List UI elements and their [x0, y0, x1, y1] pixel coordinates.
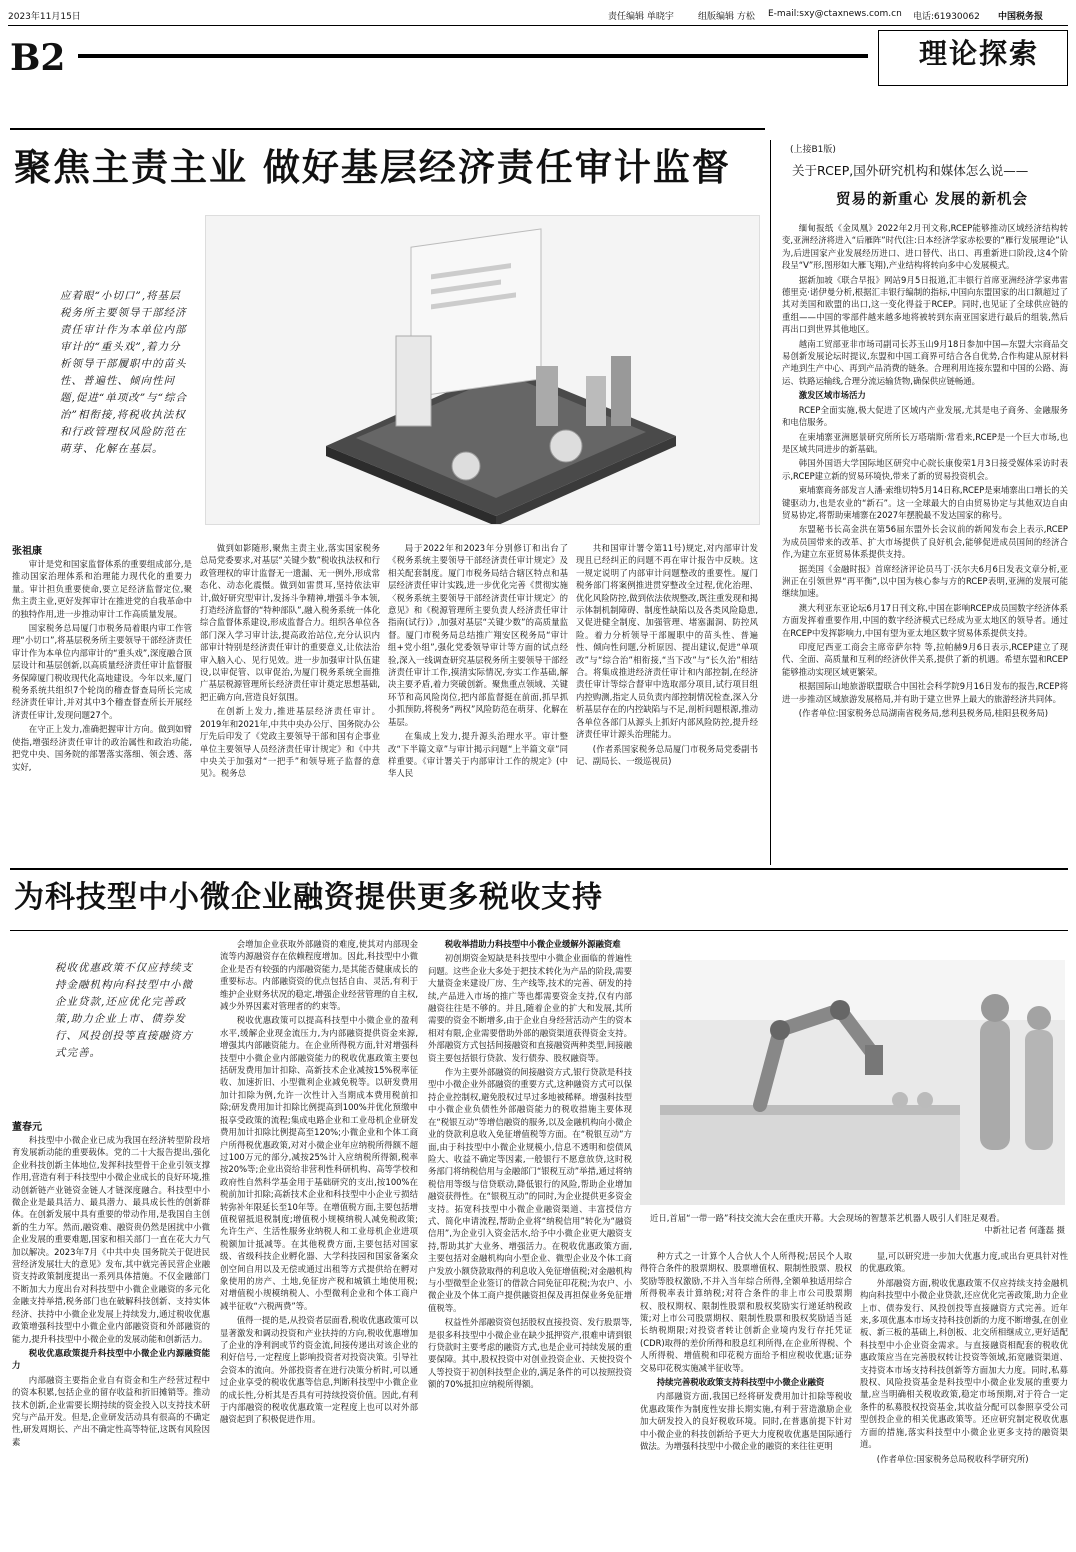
photo-caption-text: 近日,首届“一带一路”科技交流大会在重庆开幕。大会现场的智慧茶艺机器人吸引人们驻足观看。 [650, 1213, 1005, 1223]
issue-date: 2023年11月15日 [8, 12, 81, 22]
page-number: B2 [10, 37, 66, 79]
isometric-finance-illustration [206, 216, 760, 525]
header-rule [78, 54, 868, 58]
paragraph: 韩国外国语大学国际地区研究中心院长康俊荣1月3日接受媒体采访时表示,RCEP建立新的贸易环境快,带来了新的贸易投资机会。 [782, 458, 1068, 481]
subheading: 税收举措助力科技型中小微企业缓解外源融资难 [444, 939, 621, 949]
story-divider [10, 868, 1068, 870]
article1-column-2 [200, 542, 380, 863]
paragraph: 东盟秘书长高金洪在第56届东盟外长会议前的新闻发布会上表示,RCEP为成员国带来的改革、扩大市场提供了良好机会,能够促进成员国间的经济合作,为建立东亚贸易体系提供支持。 [782, 524, 1068, 560]
paragraph: 根据国际山地旅游联盟联合中国社会科学院9月16日发布的报告,RCEP将进一步推动区域旅游发展格局,并有助于建立世界上最大的旅游经济共同体。 [782, 681, 1068, 704]
article1-column-3 [388, 542, 568, 863]
paragraph: 内部融资主要指企业自有资金和生产经营过程中的资本积累,包括企业的留存收益和折旧摊销等。推动技术创新,企业需要长期持续的资金投入以支持技术研究与产品开发。但是,企业研发活动具有很高的不确定性,研发周期长、产出不确定性高等特征,这既有风险因素 [12, 1374, 210, 1447]
paragraph: 缅甸报纸《金凤凰》2022年2月刊文称,RCEP能够推动区域经济结构转变,亚洲经济将进入“后雁阵”时代(注:日本经济学家赤松要的“雁行发展理论”认为,后进国家产业发展经历进口、进口替代、出口、再重新进口阶段,这4个阶段呈“V”形,图形如大雁飞翔),产业结构将转向多中心发展模式。 [782, 223, 1068, 271]
article1-column-1 [12, 558, 192, 863]
paragraph: 在创新上发力,推进基层经济责任审计。2019年和2021年,中共中央办公厅、国务院办公厅先后印发了《党政主要领导干部和国有企事业单位主要领导人员经济责任审计规定》和《中共中央关于加强对“一把手”和领导班子监督的意见》。税务总 [200, 706, 380, 779]
paragraph: 据新加坡《联合早报》网站9月5日报道,汇丰银行首席亚洲经济学家弗雷德里克·诺伊曼分析,根据汇丰银行编制的指标,中国向东盟国家的出口额超过了其对美国和欧盟的出口,这一变化得益于RCEP。同时,也见证了全球供应链的重组——中国的零部件越来越多地将被转到东南亚国家进行最后的组装,然后再出口到世界其他地区。 [782, 274, 1068, 335]
article2-headline: 为科技型中小微企业融资提供更多税收支持 [14, 880, 603, 915]
divider [10, 930, 1068, 931]
paragraph: 柬埔寨商务部发言人潘·索维切特5月14日称,RCEP是柬埔寨出口增长的关键驱动力,也是农业的“新石”。这一全球最大的自由贸易协定与其他双边自由贸易协定,将帮助柬埔寨在2027年摆脱最不发达国家的称号。 [782, 485, 1068, 520]
sidebar-title: 关于RCEP,国外研究机构和媒体怎么说—— [792, 163, 1029, 178]
robot-tea-photo [640, 960, 1065, 1205]
article2-column-5 [860, 1250, 1068, 1546]
sidebar-subtitle: 贸易的新重心 发展的新机会 [836, 191, 1029, 208]
photo-credit: 中新社记者 何蓬磊 摄 [984, 1225, 1065, 1235]
paragraph: 共和国审计署令第11号)规定,对内部审计发现且已经纠正的问题不再在审计报告中反映。这一规定说明了内部审计问题整改的重要性。厦门税务部门将案例推进贯穿整改全过程,优化治理、优化风险防控,做到依法依规整改,既注重发现和揭示体制机制障碍、制度性缺陷以及各类风险隐患,又促进健全制度、加强管理、堵塞漏洞、防控风险。着力分析领导干部履职中的苗头性、普遍性、倾向性问题,分析原因、提出建议,促进“单项改”与“综合治”相衔接,“当下改”与“长久治”相结合。将集成推进经济责任审计和内部控制,在经济责任审计等综合督审中选取部分项目,试行项目组内控购测,指定人员负责内部控制情况检查,深入分析基层存在的内控缺陷与不足,剖析问题根源,推动各单位各部门从源头上抓好内部风险防控,提升经济责任审计源头治理能力。 [576, 543, 758, 740]
paragraph: 初创期资金短缺是科技型中小微企业面临的普遍性问题。这些企业大多处于把技术转化为产品的阶段,需要大量资金来建设厂房、生产线等,技术的完善、研发的持续,产品进入市场的推广等也都需要资金支持,仅有内部融资往往是不够的。并且,随着企业的扩大和发展,其所需要的资金不断增多,由于企业自身经营活动产生的资本相对有限,企业需要借助外部的融资渠道获得资金支持。外部融资方式包括间接融资和直接融资两种类型,间接融资主要包括银行贷款、发行债券、股权融资等。 [428, 953, 632, 1063]
paragraph: 局于2022年和2023年分别修订和出台了《税务系统主要领导干部经济责任审计规定》及相关配套制度。厦门市税务局结合辖区特点和基层经济责任审计实践,进一步优化完善《贯彻实施〈税务系统主要领导干部经济责任审计规定〉的意见》和《税源管理所主要负责人经济责任审计指南(试行)》,加强对基层“关键少数”的高质量监督。厦门市税务局总结推广翔安区税务局“审计组+党小组”,强化党委领导审计等方面的试点经验,深入一线调查研究基层税务所主要领导干部经济责任审计工作,摸清实际情况,夯实工作基础,解决主要矛盾,着力突破创新。聚焦重点领域、关键环节和高风险岗位,把内部监督挺在前面,抓早抓小抓预防,将税务“两权”风险防范在萌芽、化解在基层。 [388, 543, 568, 727]
article2-column-4 [640, 1250, 852, 1546]
paragraph: 在守正上发力,准确把握审计方向。做到如臂使指,增强经济责任审计的政治属性和政治功能,把党中央、国务院的部署落实落细、领会透、落实好, [12, 724, 192, 772]
paragraph: 据美国《金融时报》首席经济评论员马丁·沃尔夫6月6日发表文章分析,亚洲正在引领世界“再平衡”,以中国为核心参与方的RCEP表明,亚洲的发展可能继续加速。 [782, 563, 1068, 599]
section-title: 理论探索 [918, 37, 1039, 70]
paragraph: 作为主要外部融资的间接融资方式,银行贷款是科技型中小微企业外部融资的重要方式,这种融资方式可以保持企业控制权,避免股权过早过多地被稀释。增强科技型中小微企业负债性外部融资能力的税收措施主要体现在“税银互动”等增信融资的服务,以及金融机构向小微企业的贷款利息收入免征增值税等方面。在“税银互动”方面,由于科技型中小微企业规模小,信息不透明和偿债风险大、收益不确定等因素,一般银行不愿意放贷,这时税务部门将纳税信用与金融部门“银税互动”举措,通过将纳税信用等级与信贷联动,降低银行的风险,帮助企业增加融资获得性。在“银税互动”的同时,为企业提供更多资金支持。拓宽科技型中小微企业融资渠道、丰富授信方式、简化申请流程,帮助企业将“纳税信用”转化为“融资信用”,为企业引入资金活水,给予中小微企业更大融资支持,帮助其扩大业务、增强活力。在税收优惠政策方面,主要包括对金融机构向小型企业、微型企业及个体工商户发放小额贷款取得的利息收入免征增值税;对金融机构与小型微型企业签订的借款合同免征印花税;为农户、小微企业及个体工商户提供融资担保及再担保业务免征增值税等。 [428, 1067, 632, 1313]
paragraph: 税收优惠政策可以提高科技型中小微企业的盈利水平,缓解企业现金流压力,为内部融资提供资金来源,增强其内部融资能力。在企业所得税方面,针对增强科技型中小微企业内部融资能力的税收优惠政策主要包括研发费用加计扣除、高新技术企业减按15%税率征收、加速折旧、小型微利企业减免税等。以研发费用加计扣除为例,允许一次性计入当期成本费用税前扣除;研发费用加计扣除比例提高到100%并优化预缴申报享受政策的流程;集成电路企业和工业母机企业研发费用加计扣除比例提高至120%;小微企业和个体工商户所得税优惠政策,对对小微企业年应纳税所得额不超过100万元的部分,减按25%计入应纳税所得额,税率按20%等;企业出资给非营利性科研机构、高等学校和政府性自然科学基金用于基础研究的支出,按100%在税前加计扣除;高新技术企业和科技型中小企业亏损结转弥补年限延长至10年等。在增值税方面,主要包括增值税留抵退税制度;增值税小规模纳税人减免税政策;允许生产、生活性服务业纳税人和工业母机企业进项税额加计抵减等。在其他税费方面,主要包括对国家级、省级科技企业孵化器、大学科技园和国家备案众创空间自用以及无偿或通过出租等方式提供给在孵对象使用的房产、土地,免征房产税和城镇土地使用税;对增值税小规模纳税人、小型微利企业和个体工商户减半征收“六税两费”等。 [220, 1015, 418, 1311]
paragraph: 会增加企业获取外部融资的难度,使其对内部现金流等内源融资存在依赖程度增加。因此,科技型中小微企业是否有较强的内部融资能力,是其能否健康成长的重要标志。内部融资资的优点包括自由、灵活,有利于维护企业财务状况的稳定,增强企业经营管理的自主权,减少外界因素对管理者的约束等。 [220, 939, 418, 1012]
paragraph: 审计是党和国家监督体系的重要组成部分,是推动国家治理体系和治理能力现代化的重要力量。审计担负重要使命,要立足经济监督定位,聚焦主责主业,更好发挥审计在推进党的自我革命中的独特作用,进一步推动审计工作高质量发展。 [12, 559, 192, 619]
masthead [8, 4, 1068, 26]
paragraph: RCEP全面实施,极大促进了区域内产业发展,尤其是电子商务、金融服务和电信服务。 [782, 404, 1068, 428]
article1-illustration [205, 215, 760, 525]
subheading: 税收优惠政策提升科技型中小微企业内源融资能力 [12, 1347, 210, 1371]
article2-column-2 [220, 938, 418, 1546]
article1-column-4 [576, 542, 758, 863]
contact-email: E-mail:sxy@ctaxnews.com.cn [768, 9, 902, 19]
designer-credit: 组版编辑 方松 [698, 12, 755, 22]
editor-credit: 责任编辑 单晓宇 [608, 12, 674, 22]
paragraph: 印度尼西亚工商会主席帝萨尔特 等,拉帕赫9月6日表示,RCEP建立了现代、全面、高质量和互利的经济伙伴关系,提供了新的机遇。希望东盟和RCEP能够推动实现区域更繁荣。 [782, 642, 1068, 677]
article2-pullquote: 税收优惠政策不仅应持续支持金融机构向科技型中小微企业贷款,还应优化完善政策,助力企业上市、债券发行、风投创投等直接融资方式完善。 [55, 962, 193, 1059]
paragraph: 做到如影随形,聚焦主责主业,落实国家税务总局党委要求,对基层“关键少数”税收执法权和行政管理权的审计监督无一遗漏、无一例外,形成常态化、动态化震慑。做到如雷贯耳,坚持依法审计,做好研究型审计,发扬斗争精神,增强斗争本领,打造经济监督的“特种部队”,融入税务系统一体化综合监督体系建设,形成监督合力。组织各单位各部门深入学习审计法,提高政治站位,充分认识内部审计特别是经济责任审计的重要意义,让依法治审入脑入心、见行见效。进一步加强审计队伍建设,以审促管、以审促治,为厦门税务系统全面推广基层税源管理所长经济责任审计奠定思想基础,把正确方向,营造良好氛围。 [200, 543, 380, 702]
robot-arm-photo-placeholder [640, 960, 1065, 1205]
paragraph: 在柬埔寨亚洲愿景研究所所长万塔瑞斯·常看来,RCEP是一个巨大市场,也是区域共同进步的新基础。 [782, 431, 1068, 454]
paragraph: 值得一提的是,从投资者层面看,税收优惠政策可以显著激发和调动投资和产业扶持的方向,税收优惠增加了企业的净利润或节约资金流,间接传递出对该企业的利好信号,一定程度上影响投资者对投资决策。引导社会资本的流向。外部投资者在进行决策分析时,可以通过企业享受的税收优惠等信息,判断科技型中小微企业的成长性,分析其是否具有可持续投资价值。因此,有利于内部融资的税收优惠政策一定程度上也可以对外部融资起到了积极促进作用。 [220, 1315, 418, 1425]
article2-byline: 董春元 [12, 1122, 42, 1133]
paragraph: 在集成上发力,提升源头治理水平。审计整改“下半篇文章”与审计揭示问题“上半篇文章”同样重要。《审计署关于内部审计工作的规定》(中华人民 [388, 731, 568, 779]
contact-phone: 电话:61930062 [913, 12, 980, 22]
newspaper-name: 中国税务报 [998, 12, 1044, 22]
divider [10, 128, 765, 130]
paragraph: 澳大利亚东亚论坛6月17日刊文称,中国在影响RCEP成员国数字经济体系方面发挥着重要作用,中国的数字经济模式已经成为亚太地区的领导者。通过在RCEP中发挥影响力,中国有望为亚太地区数字贸易体系提供支持。 [782, 602, 1068, 638]
article2-column-3 [428, 938, 632, 1546]
subheading: 激发区域市场活力 [798, 390, 866, 401]
paragraph: 权益性外部融资资包括股权直接投资、发行股票等,是很多科技型中小微企业在缺少抵押资产,很难申请到银行贷款时主要考虑的融资方式,也是企业可持续发展的重要保障。其中,股权投资中对创业投资企业、天使投资个人等投资于初创科技型企业的,满足条件的可以按照投资额的70%抵扣应纳税所得额。 [428, 1317, 632, 1390]
subheading: 持续完善税收政策支持科技型中小微企业融资 [656, 1377, 825, 1388]
paragraph: 内部融资方面,我国已经将研发费用加计扣除等税收优惠政策作为制度性安排长期实施,有利于营造激励企业加大研发投入的良好税收环境。同时,在普惠前提下针对中小微企业的科技创新给予更大力度税收优惠是国际通行做法。为增强科技型中小微企业的融资的来往往更明 [640, 1391, 852, 1452]
paragraph: 越南工贸部亚非市场司副司长苏玉山9月18日参加中国—东盟大宗商品交易创新发展论坛时提议,东盟和中国工商界可结合各自优势,合作构建从原材料产地到生产中心、再到产品消费的链条。合理利用连接东盟和中国的公路、海运、铁路运输线,合理分流运输货物,确保供应链畅通。 [782, 338, 1068, 386]
paragraph: 国家税务总局厦门市税务局着眼内审工作管理“小切口”,将基层税务所主要领导干部经济责任审计作为本单位内部审计的“重头戏”,深度融合顶层设计和基层创新,以高质量经济责任审计监督服务保障厦门税收现代化高地建设。今年以来,厦门税务系统共组织7个轮岗的稽查督查局所长完成经济责任审计,并对其中3个稽查督查所长开展经济责任审计,发现问题27个。 [12, 623, 192, 720]
paragraph: 显,可以研究进一步加大优惠力度,或出台更具针对性的优惠政策。 [860, 1251, 1068, 1274]
article1-pullquote: 应着眼“小切口”,将基层税务所主要领导干部经济责任审计作为本单位内部审计的“重头戏”,着力分析领导干部履职中的苗头性、普遍性、倾向性问题,促进“单项改”与“综合治”相衔接,将税收执法权和行政管理权风险防范在萌芽、化解在基层。 [60, 290, 187, 455]
paragraph: (作者系国家税务总局厦门市税务局党委副书记、副局长、一级巡视员) [576, 743, 758, 766]
photo-caption [650, 1212, 1065, 1246]
paragraph: 外部融资方面,税收优惠政策不仅应持续支持金融机构向科技型中小微企业贷款,还应优化完善政策,助力企业上市、债券发行、风投创投等直接融资方式完善。近年来,多项优惠本市场支持科技创新的力度不断增强,在创业板、新三板的基础上,科创板、北交所相继成立,更好适配科技型中小企业资金需求。与直接融资相配套的税收优惠政策应当在完善股权转让投资等领域,拓宽融资渠道、支持资本市场支持科技创新等方面加大力度。同时,私募股权、风险投资基金是科技型中小微企业发展的重要力量,应当明确相关税收政策,稳定市场预期,对于符合一定条件的私募股权投资基金,其收益分配可以参照享受公司型创投企业的相关优惠政策等。还应研究制定税收优惠方面的措施,落实科技型中小微企业更多支持的融资渠道。 [860, 1277, 1068, 1450]
paragraph: (作者单位:国家税务总局湖南省税务局,慈利县税务局,桂阳县税务局) [798, 708, 1048, 719]
sidebar-kicker: (上接B1版) [790, 145, 836, 155]
sidebar-body [782, 222, 1068, 862]
column-divider [770, 140, 771, 865]
article2-column-1 [12, 1134, 210, 1546]
article1-byline: 张祖康 [12, 546, 42, 557]
paragraph: (作者单位:国家税务总局税收科学研究所) [876, 1453, 1029, 1464]
paragraph: 科技型中小微企业已成为我国在经济转型阶段培育发展新动能的重要载体。党的二十大报告提出,强化企业科技创新主体地位,发挥科技型骨干企业引领支撑作用,营造有利于科技型中小微企业成长的良好环境,推动创新链产业链资金链人才链深度融合。科技型中小微企业是最具活力、最具潜力、最具成长性的创新群体。在创新发展中具有重要的带动作用,是我国自主创新的生力军。然而,融资难、融资贵仍然是困扰中小微企业发展的重要难题,国家和相关部门一直在花大力气加以解决。2023年7月《中共中央 国务院关于促进民营经济发展壮大的意见》发布,其中就完善民营企业融资支持政策制度提出一系列具体措施。不仅金融部门不断加大力度出台对科技型中小微企业融资的多元化金融支持举措,税务部门也在破解科技创新、支持实体经济、扶持中小微企业发展上持续发力,通过税收优惠政策增强科技型中小微企业内部融资资和外部融资的能力,提升科技型中小微企业的发展动能和创新活力。 [12, 1135, 210, 1344]
article1-headline: 聚焦主责主业 做好基层经济责任审计监督 [14, 145, 731, 189]
paragraph: 种方式之一计算个人合伙人个人所得税;居民个人取得符合条件的股票期权、股票增值权、限制性股票、股权奖励等股权激励,不并入当年综合所得,全额单独适用综合所得税率表计算纳税;对符合条件的非上市公司股票期权、股权期权、限制性股票和股权奖励实行递延纳税政策;对上市公司股票期权、限制性股票和股权奖励适当延长纳税期限;对投资者转让创新企业境内发行存托凭证(CDR)取得的差价所得和股息红利所得,在企业所得税、个人所得税、增值税和印花税方面给予相应税收优惠;证券交易印花税实施减半征收等。 [640, 1251, 852, 1373]
